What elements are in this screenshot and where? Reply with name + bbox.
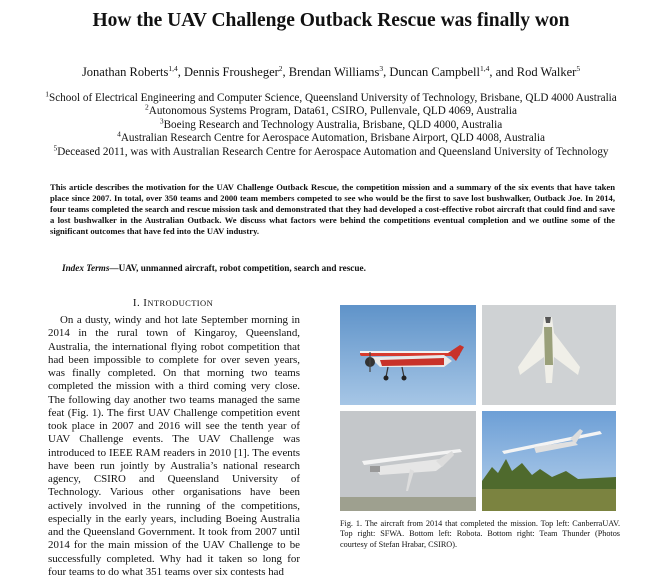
author-affiliation-mark: 1,4 — [168, 63, 178, 73]
affiliation-text: Deceased 2011, was with Australian Research Centre for Aerospace Automation and Queensland University of Technology — [57, 145, 609, 158]
photo-team-thunder — [482, 411, 616, 511]
affiliation-text: Australian Research Centre for Aerospace Automation, Brisbane Airport, QLD 4008, Australia — [120, 132, 545, 145]
abstract: This article describes the motivation for the UAV Challenge Outback Rescue, the competition mission and a summary of the six events that have taken place since 2007. In total, over 350 teams and 2000 team members competed to see who would be the first to save lost bushwalker, Outback Joe. In 2014, four teams completed the search and rescue mission task and demonstrated that they had developed a cost-effective robot aircraft that could find and save a lost bushwalker in the Australian Outback. We discuss what factors were behind the competitions eventual completion and we outline some of the significant outcomes that have fed into the UAV industry. — [50, 182, 615, 237]
author-name: Jonathan Roberts — [81, 65, 169, 79]
affiliation-number: 2 — [145, 102, 149, 112]
affiliation-line — [0, 89, 662, 105]
photo-canberra-uav — [340, 305, 476, 405]
photo-sfwa — [482, 305, 616, 405]
author-affiliation-mark: 1,4 — [479, 63, 490, 73]
author-affiliation-mark: 3 — [379, 63, 384, 73]
author-affiliation-mark: 2 — [278, 63, 283, 73]
affiliation-text: Autonomous Systems Program, Data61, CSIRO, Pullenvale, QLD 4069, Australia — [148, 105, 517, 118]
index-terms — [62, 263, 366, 273]
photo-robota — [340, 411, 476, 511]
section-number: I. — [132, 297, 141, 309]
affiliation-line — [0, 129, 662, 145]
section-title: INTRODUCTION — [143, 297, 214, 309]
affiliation-text: Boeing Research and Technology Australia, Brisbane, QLD 4000, Australia — [163, 118, 503, 131]
author-list: Jonathan Roberts$^{1,4}$, Dennis Frousheger$^2$, Brendan Williams$^3$, Duncan Campbell$^{1,4}$, and Rod Walker$^5$ — [81, 63, 581, 79]
index-terms-text: —UAV, unmanned aircraft, robot competition, search and rescue. — [109, 263, 366, 273]
author-name: Rod Walker — [516, 65, 577, 79]
affiliation-number: 4 — [117, 129, 121, 139]
affiliation-number: 5 — [53, 142, 58, 152]
affiliation-line — [0, 102, 662, 118]
section-heading — [48, 297, 298, 309]
author-affiliation-mark: 5 — [576, 63, 581, 73]
paragraph: On a dusty, windy and hot late September morning in 2014 in the rural town of Kingaroy, Queensland, Australia, the international flying robot competition that had been impossible to complete for over seven years, was finally completed. On that morning two teams completed the mission with a third coming very close. The following day another two teams managed the same feat (Fig. 1). The first UAV Challenge competition event took place in 2007 and 2016 will see the tenth year of UAV Challenge events. The UAV Challenge was introduced to IEEE RAM readers in 2010 [1]. The events have been run jointly by Australia’s national research agency, CSIRO and Queensland University of Technology. Various other organisations have been actively involved in the running of the competitions, especially in the early years, including Boeing Australia and the Queensland Government. It took from 2007 until 2014 for the main mission of the UAV Challenge to be successfully completed. Why had it taken so long for four teams to do what 351 teams over six contests had — [48, 314, 300, 578]
index-terms-label: Index Terms — [62, 263, 110, 273]
author-name: Brendan Williams — [288, 65, 380, 79]
paper-title: How the UAV Challenge Outback Rescue was finally won — [92, 10, 570, 31]
figure-caption: Fig. 1. The aircraft from 2014 that completed the mission. Top left: CanberraUAV. Top right: SFWA. Bottom left: Robota. Bottom right: Team Thunder (Photos courtesy of Stefan Hrabar, CSIRO). — [340, 519, 620, 549]
affiliation-line — [0, 116, 662, 132]
body-text — [48, 314, 300, 579]
affiliation-text: School of Electrical Engineering and Computer Science, Queensland University of Technology, Brisbane, QLD 4000 Australia — [48, 92, 617, 104]
affiliation-number: 1 — [45, 89, 49, 99]
author-name: Dennis Frousheger — [184, 65, 279, 79]
affiliation-number: 3 — [159, 116, 164, 126]
affiliation-line — [0, 142, 662, 159]
affiliations — [0, 89, 662, 159]
author-name: Duncan Campbell — [389, 65, 480, 79]
